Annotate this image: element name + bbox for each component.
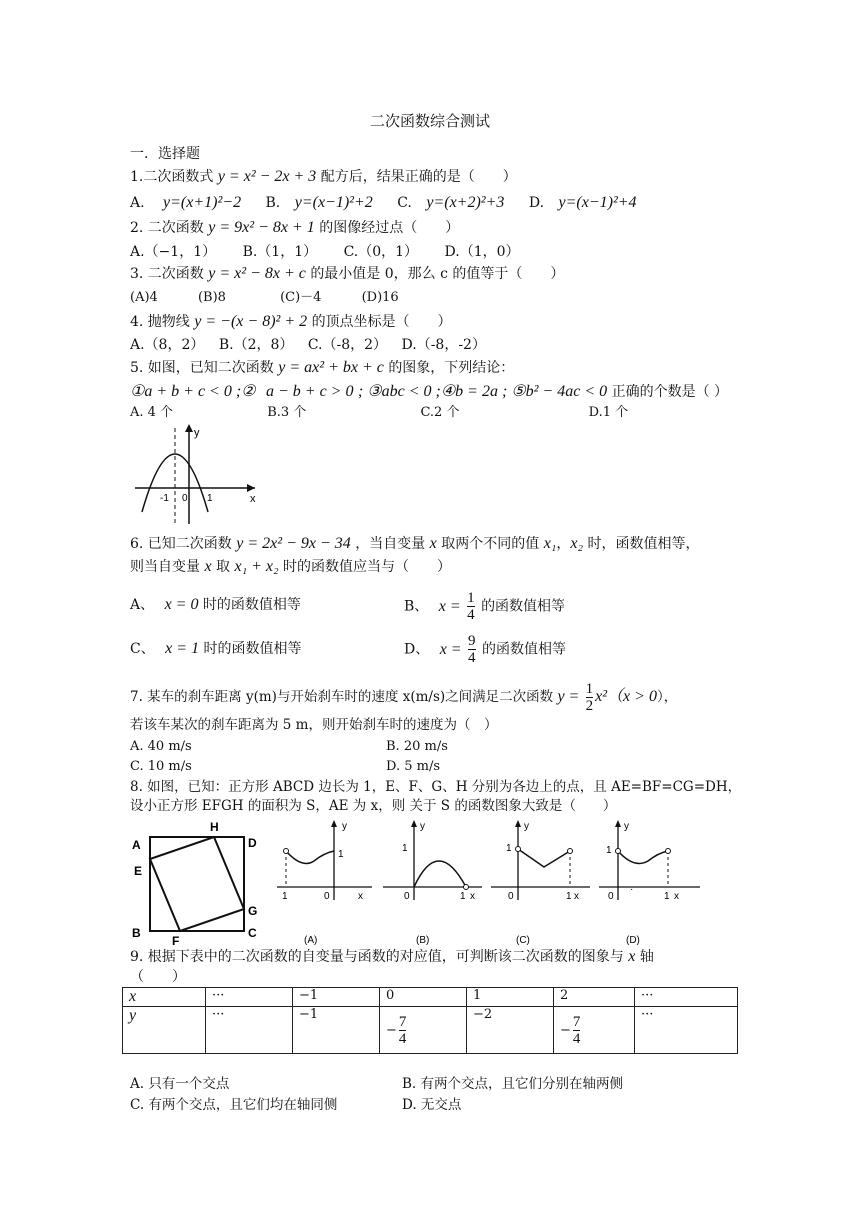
q2-expr: y = 9x² − 8x + 1 [208, 219, 315, 236]
q9-frac-num: 7 [398, 1013, 407, 1030]
q8a-caption: (A) [304, 935, 318, 946]
table-cell: ··· [635, 1007, 738, 1054]
q8a-curve [286, 851, 334, 863]
q2-opt-b: B.（1，1） [242, 244, 318, 260]
q7-eq: y = [557, 688, 580, 705]
q8d-y-arrow-icon [615, 820, 621, 827]
q8c-open-point-right [568, 849, 573, 854]
section-heading: 一．选择题 [130, 146, 200, 162]
q6-opt-b [404, 590, 565, 623]
q1-opt-a: y=(x+1)²−2 [163, 194, 242, 211]
q6-text-f: 取 [216, 559, 231, 575]
q2-options [130, 243, 520, 261]
q4-opt-c: C.（-8，2） [307, 337, 388, 353]
q6-opt-a-text: 时的函数值相等 [202, 597, 301, 613]
q2-suffix: 的图像经过点（ ） [319, 220, 460, 236]
q6-x2: x₂ [570, 535, 584, 552]
q1-opt-c: y=(x+2)²+3 [426, 194, 505, 211]
q6-opt-d-den: 4 [468, 650, 476, 666]
q8a-label-1-x: 1 [282, 891, 288, 902]
question-8-line-1: 8. 如图，已知：正方形 ABCD 边长为 1，E、F、G、H 分别为各边上的点，且 AE=BF=CG=DH， [130, 779, 742, 795]
q8-label-c: C [248, 926, 257, 940]
q7-opt-a: A. 40 m/s [130, 739, 192, 754]
table-cell: −1 [293, 988, 380, 1007]
q8-label-f: F [172, 934, 180, 947]
q6-text-c: 取两个不同的值 [441, 536, 540, 552]
q6-opt-d-text: 的函数值相等 [482, 641, 566, 658]
q7-x-squared: x²（ [595, 688, 624, 705]
table-cell: −1 [293, 1007, 380, 1054]
q9-text-b: 轴 [639, 949, 654, 965]
q2-opt-d: D.（1，0） [444, 244, 520, 260]
q8d-open-point-right [666, 849, 671, 854]
q5-y-arrow-icon [185, 424, 193, 432]
q8-graph-b [378, 815, 486, 947]
table-cell: ··· [635, 988, 738, 1007]
q5-opt-b: B.3 个 [267, 405, 307, 420]
q4-opt-a: A.（8，2） [130, 337, 205, 353]
table-row [123, 1007, 738, 1054]
q8d-open-point-left [616, 849, 621, 854]
q8a-label-0: 0 [324, 891, 330, 902]
q6-opt-b-fraction [467, 590, 475, 623]
question-9-line-1 [130, 948, 654, 966]
q3-opt-d: (D)16 [361, 290, 399, 305]
question-7-line-2: 若该车某次的刹车距离为 5 m，则开始刹车时的速度为（ ） [130, 717, 498, 733]
q6-text-b: ，当自变量 [355, 536, 426, 552]
q5-tick-neg1: -1 [160, 493, 169, 504]
q4-expr: y = −(x − 8)² + 2 [194, 313, 308, 330]
q3-suffix: 的最小值是 0，那么 c 的值等于（ ） [310, 266, 565, 282]
q9-text-a: 9. 根据下表中的二次函数的自变量与函数的对应值，可判断该二次函数的图象与 [130, 949, 624, 965]
q5-parabola-figure [130, 422, 260, 527]
q7-opt-b: B. 20 m/s [386, 739, 448, 754]
q9-neg-sign-2: − [560, 1022, 571, 1038]
table-cell: y [123, 1007, 206, 1054]
q5-expr: y = ax² + bx + c [278, 359, 384, 376]
q9-value-table [122, 987, 738, 1054]
q5-conclusions [130, 383, 728, 401]
q6-opt-c-label: C、 [130, 641, 155, 657]
q8b-label-0: 0 [404, 891, 410, 902]
q5-conclusion-2: a − b + c > 0 [265, 383, 354, 400]
q5-tick-origin: 0 [182, 493, 188, 504]
q8-label-e: E [134, 864, 143, 878]
q3-opt-c: (C)－4 [280, 290, 322, 305]
q8b-caption: (B) [416, 935, 430, 946]
q8b-label-1-y: 1 [402, 843, 408, 854]
q8c-y-arrow-icon [515, 820, 521, 827]
q8d-y-label: y [624, 821, 629, 832]
page-title: 二次函数综合测试 [369, 112, 490, 130]
table-cell: x [123, 988, 206, 1007]
q1-suffix: 配方后，结果正确的是（ ） [320, 169, 517, 185]
table-cell: ··· [206, 1007, 293, 1054]
question-8-line-2: 设小正方形 EFGH 的面积为 S，AE 为 x，则 关于 S 的函数图象大致是（ ） [130, 798, 617, 814]
q6-opt-b-text: 的函数值相等 [481, 598, 566, 615]
q7-fraction [586, 681, 594, 714]
q6-text-e: 则当自变量 [130, 559, 200, 575]
q8c-curve [518, 849, 570, 867]
q6-var-x: x [429, 535, 437, 552]
q4-options [130, 336, 486, 354]
q5-conclusion-3: ; ③abc < 0 ;④b = 2a ; ⑤b² − 4ac < 0 [357, 383, 608, 400]
table-cell: 0 [380, 988, 467, 1007]
q8a-y-label: y [342, 821, 347, 832]
table-cell: 2 [554, 988, 635, 1007]
q6-opt-b-den: 4 [467, 607, 475, 623]
q8a-label-1-y: 1 [338, 849, 344, 860]
q8-inner-square [150, 837, 244, 931]
q2-opt-a: A.（−1，1） [130, 244, 217, 260]
q8b-label-1-x: 1 [460, 891, 466, 902]
q6-opt-b-label: B、 [404, 598, 429, 615]
q8d-caption: (D) [626, 935, 640, 946]
q8d-x-label: x [674, 891, 679, 902]
question-4 [130, 313, 452, 331]
question-2 [130, 219, 459, 237]
q6-sep: ， [556, 536, 571, 552]
q6-var-x-2: x [204, 558, 212, 575]
q9-fraction-2 [573, 1014, 581, 1047]
q8-label-h: H [210, 820, 219, 834]
q8b-curve [414, 861, 466, 887]
q3-expr: y = x² − 8x + c [208, 265, 306, 282]
q7-den: 2 [585, 698, 594, 714]
q6-opt-c-text: 时的函数值相等 [203, 641, 302, 657]
q3-opt-a: (A)4 [130, 290, 158, 305]
q8d-dot: · [630, 884, 634, 895]
q8-label-g: G [248, 904, 258, 918]
q6-opt-a [130, 596, 301, 614]
q9-neg-sign: − [386, 1022, 397, 1038]
q8c-x-label: x [574, 891, 579, 902]
q3-opt-b: (B)8 [197, 290, 226, 305]
table-row [123, 988, 738, 1007]
question-5 [130, 359, 514, 377]
q8a-y-arrow-icon [331, 820, 337, 827]
q5-parabola [142, 454, 208, 512]
q8a-x-label: x [358, 891, 363, 902]
q3-prefix: 3. 二次函数 [130, 266, 204, 282]
q9-frac-den: 4 [398, 1030, 407, 1047]
q5-prefix: 5. 如图，已知二次函数 [130, 360, 274, 376]
table-cell: 1 [467, 988, 554, 1007]
q1-opt-a-label: A. [130, 195, 145, 211]
q6-opt-b-num: 1 [467, 590, 475, 606]
q6-x1: x₁ [543, 535, 557, 552]
q6-opt-a-expr: x = 0 [164, 596, 199, 613]
q6-text-d: 时，函数值相等， [587, 536, 700, 552]
q1-opt-c-label: C. [397, 195, 412, 211]
q6-opt-d-expr: x = [439, 640, 462, 658]
q9-frac-den-2: 4 [572, 1030, 581, 1047]
table-cell: −2 [467, 1007, 554, 1054]
q8c-label-1-x: 1 [566, 891, 572, 902]
table-cell [380, 1007, 467, 1054]
q2-opt-c: C.（0，1） [343, 244, 419, 260]
q8c-caption: (C) [516, 935, 530, 946]
q8b-y-arrow-icon [411, 820, 417, 827]
q9-fraction [399, 1014, 407, 1047]
q8d-label-1-y: 1 [606, 845, 612, 856]
q7-opt-c: C. 10 m/s [130, 759, 192, 774]
q6-text-a: 6. 已知二次函数 [130, 536, 232, 552]
q5-opt-d: D.1 个 [588, 405, 629, 420]
q8d-label-0: 0 [608, 891, 614, 902]
q9-opt-a: A. 只有一个交点 [130, 1076, 230, 1092]
q8-graph-d [594, 815, 704, 947]
q6-sum: x₁ + x₂ [234, 558, 279, 575]
q6-opt-a-label: A、 [130, 597, 155, 613]
q4-opt-b: B.（2，8） [218, 337, 294, 353]
q5-conclusion-1: ①a + b + c < 0 ;② [130, 383, 256, 400]
q5-opt-a: A. 4 个 [130, 405, 174, 420]
q8-square-figure [126, 815, 264, 947]
q8c-label-1-y: 1 [506, 843, 512, 854]
q8c-open-point-left [516, 847, 521, 852]
q6-opt-d [404, 633, 566, 666]
q9-opt-b: B. 有两个交点，且它们分别在轴两侧 [402, 1076, 624, 1092]
question-6-line-1 [130, 535, 699, 553]
q5-x-label: x [250, 493, 256, 505]
question-7-line-1 [130, 681, 677, 714]
q8-outer-square [150, 837, 244, 931]
q4-prefix: 4. 抛物线 [130, 314, 190, 330]
q8-label-d: D [248, 836, 257, 850]
table-cell: ··· [206, 988, 293, 1007]
q3-options [130, 289, 399, 307]
q6-opt-c-expr: x = 1 [165, 640, 200, 657]
q8b-x-label: x [470, 891, 475, 902]
q6-opt-b-expr: x = [438, 597, 461, 615]
q5-x-arrow-icon [247, 484, 255, 492]
q8d-label-1-x: 1 [664, 891, 670, 902]
q9-var-x: x [628, 948, 636, 965]
q6-text-g: 时的函数值应当与（ ） [283, 559, 452, 575]
q4-opt-d: D.（-8，-2） [401, 337, 486, 353]
q2-prefix: 2. 二次函数 [130, 220, 204, 236]
table-cell [554, 1007, 635, 1054]
q5-opt-c: C.2 个 [420, 405, 460, 420]
q1-options [130, 194, 637, 212]
q8c-label-0: 0 [508, 891, 514, 902]
q8c-y-label: y [524, 821, 529, 832]
question-1 [130, 168, 517, 186]
q7-text: 7. 某车的刹车距离 y(m)与开始刹车时的速度 x(m/s)之间满足二次函数 [130, 689, 554, 705]
q5-options [130, 404, 628, 422]
q8a-open-point [284, 849, 289, 854]
q8-graph-c [486, 815, 594, 947]
q8b-open-point [464, 885, 469, 890]
question-9-line-2: （ ） [130, 969, 186, 985]
q1-expr: y = x² − 2x + 3 [217, 168, 317, 185]
q8-graph-a [272, 815, 377, 947]
q7-num: 1 [585, 681, 594, 697]
q6-expr: y = 2x² − 9x − 34 [236, 535, 351, 552]
q1-prefix: 1.二次函数式 [130, 169, 214, 185]
q9-opt-c: C. 有两个交点，且它们均在轴同侧 [130, 1097, 338, 1113]
q8-label-a: A [132, 838, 141, 852]
q9-frac-num-2: 7 [572, 1013, 581, 1030]
q7-condition: x > 0 [623, 688, 657, 705]
q4-suffix: 的顶点坐标是（ ） [311, 314, 452, 330]
q5-suffix: 的图象，下列结论： [388, 360, 515, 376]
q7-close: ）， [656, 689, 678, 705]
q8d-curve [618, 851, 668, 863]
q1-opt-d: y=(x−1)²+4 [558, 194, 637, 211]
q6-opt-c [130, 640, 302, 658]
q6-opt-d-label: D、 [404, 641, 430, 658]
q6-opt-d-num: 9 [468, 633, 476, 649]
question-3 [130, 265, 564, 283]
question-6-line-2 [130, 558, 451, 576]
q1-opt-d-label: D. [528, 195, 545, 211]
q5-y-label: y [194, 427, 200, 439]
q8-label-b: B [132, 926, 141, 940]
q5-tick-1: 1 [207, 493, 213, 504]
q1-opt-b-label: B. [265, 195, 281, 211]
q1-opt-b: y=(x−1)²+2 [294, 194, 373, 211]
q6-opt-d-fraction [468, 633, 476, 666]
q7-opt-d: D. 5 m/s [386, 759, 441, 774]
q5-question-tail: 正确的个数是（ ） [611, 384, 729, 400]
q9-opt-d: D. 无交点 [402, 1097, 462, 1113]
q8b-y-label: y [420, 821, 425, 832]
